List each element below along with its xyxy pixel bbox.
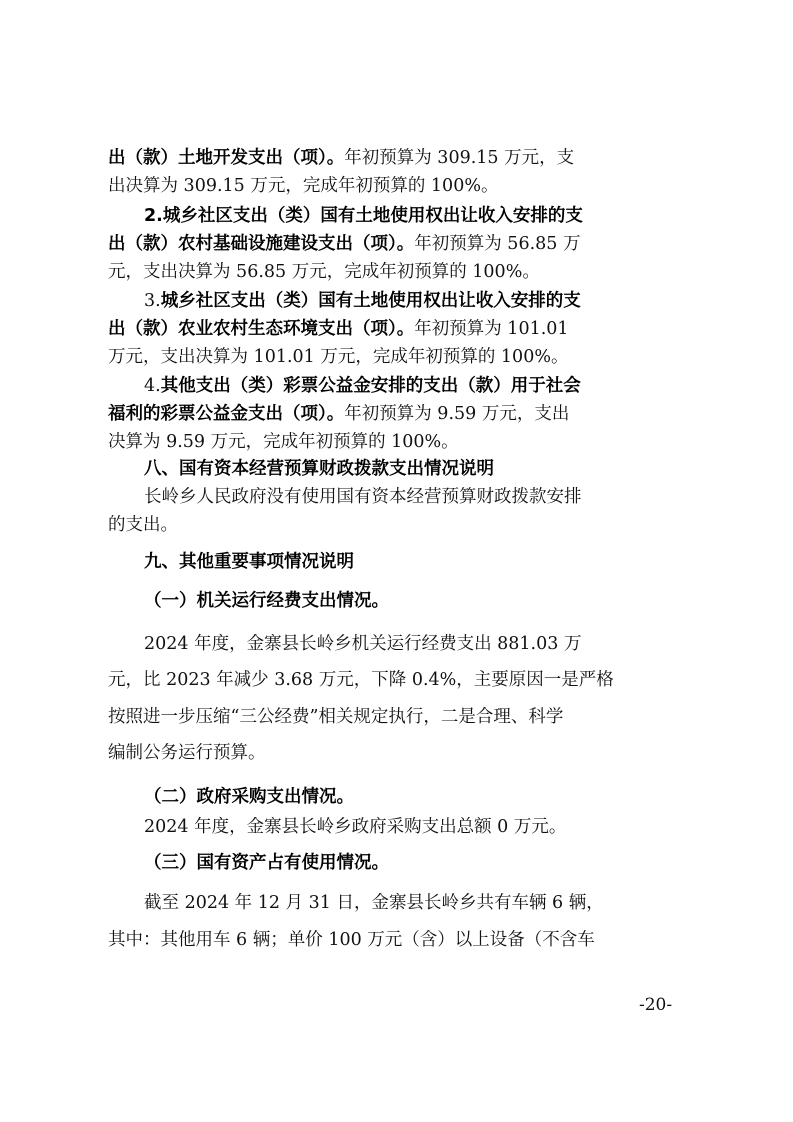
body-text: 出决算为 309.15 万元，完成年初预算的 100%。 xyxy=(108,176,499,196)
paragraph-line xyxy=(144,631,693,657)
body-text: 年初预算为 56.85 万 xyxy=(414,234,581,254)
paragraph-line xyxy=(144,203,693,229)
paragraph-line xyxy=(144,890,693,916)
body-text: 元，支出决算为 56.85 万元，完成年初预算的 100%。 xyxy=(108,262,540,282)
bold-heading-text: 出（款）农业农村生态环境支出（项）。 xyxy=(108,319,415,339)
section-heading xyxy=(144,549,693,575)
bold-heading-text: 2.城乡社区支出（类）国有土地使用权出让收入安排的支 xyxy=(144,206,583,226)
subsection-title: （二）政府采购支出情况。 xyxy=(144,787,354,807)
paragraph-line xyxy=(108,259,693,285)
body-text: 截至 2024 年 12 月 31 日，金寨县长岭乡共有车辆 6 辆， xyxy=(144,893,604,913)
paragraph-line xyxy=(144,484,693,510)
paragraph-line xyxy=(108,927,693,953)
subsection-title: （三）国有资产占有使用情况。 xyxy=(144,853,389,873)
section-heading xyxy=(144,456,693,482)
paragraph-line xyxy=(108,316,693,342)
body-text: 元，比 2023 年减少 3.68 万元，下降 0.4%，主要原因一是严格 xyxy=(108,670,614,690)
paragraph-line xyxy=(108,145,693,171)
body-text: 万元，支出决算为 101.01 万元，完成年初预算的 100%。 xyxy=(108,347,569,367)
paragraph-line xyxy=(108,344,693,370)
paragraph-line xyxy=(108,704,693,730)
item-number: 4. xyxy=(144,376,161,396)
paragraph-line xyxy=(108,173,693,199)
body-text: 其中：其他用车 6 辆；单价 100 万元（含）以上设备（不含车 xyxy=(108,930,595,950)
body-text: 2024 年度，金寨县长岭乡政府采购支出总额 0 万元。 xyxy=(144,817,567,837)
section-title: 九、其他重要事项情况说明 xyxy=(144,552,354,572)
body-text: 按照进一步压缩“三公经费”相关规定执行，二是合理、科学 xyxy=(108,707,564,727)
subsection-heading xyxy=(144,850,693,876)
bold-heading-text: 其他支出（类）彩票公益金安排的支出（款）用于社会 xyxy=(160,376,581,396)
paragraph-line xyxy=(108,740,693,766)
body-text: 年初预算为 9.59 万元，支出 xyxy=(344,404,570,424)
bold-heading-text: 福利的彩票公益金支出（项）。 xyxy=(108,404,345,424)
body-text: 长岭乡人民政府没有使用国有资本经营预算财政拨款安排 xyxy=(144,487,582,507)
paragraph-line xyxy=(108,429,693,455)
body-text: 年初预算为 309.15 万元，支 xyxy=(344,148,575,168)
bold-heading-text: 出（款）土地开发支出（项）。 xyxy=(108,148,345,168)
bold-heading-text: 出（款）农村基础设施建设支出（项）。 xyxy=(108,234,415,254)
bold-heading-text: 城乡社区支出（类）国有土地使用权出让收入安排的支 xyxy=(160,291,581,311)
paragraph-line xyxy=(108,401,693,427)
body-text: 年初预算为 101.01 xyxy=(414,319,569,339)
paragraph-line xyxy=(144,288,693,314)
paragraph-line xyxy=(108,667,693,693)
page-number: -20- xyxy=(639,995,673,1015)
item-number: 3. xyxy=(144,291,161,311)
body-text: 的支出。 xyxy=(108,515,178,535)
body-text: 编制公务运行预算。 xyxy=(108,743,266,763)
subsection-title: （一）机关运行经费支出情况。 xyxy=(144,591,389,611)
paragraph-line xyxy=(108,231,693,257)
section-title: 八、国有资本经营预算财政拨款支出情况说明 xyxy=(144,459,494,479)
body-text: 决算为 9.59 万元，完成年初预算的 100%。 xyxy=(108,432,459,452)
paragraph-line xyxy=(144,373,693,399)
body-text: 2024 年度，金寨县长岭乡机关运行经费支出 881.03 万 xyxy=(144,634,582,654)
subsection-heading xyxy=(144,588,693,614)
paragraph-line xyxy=(108,512,693,538)
paragraph-line xyxy=(144,814,693,840)
subsection-heading xyxy=(144,784,693,810)
